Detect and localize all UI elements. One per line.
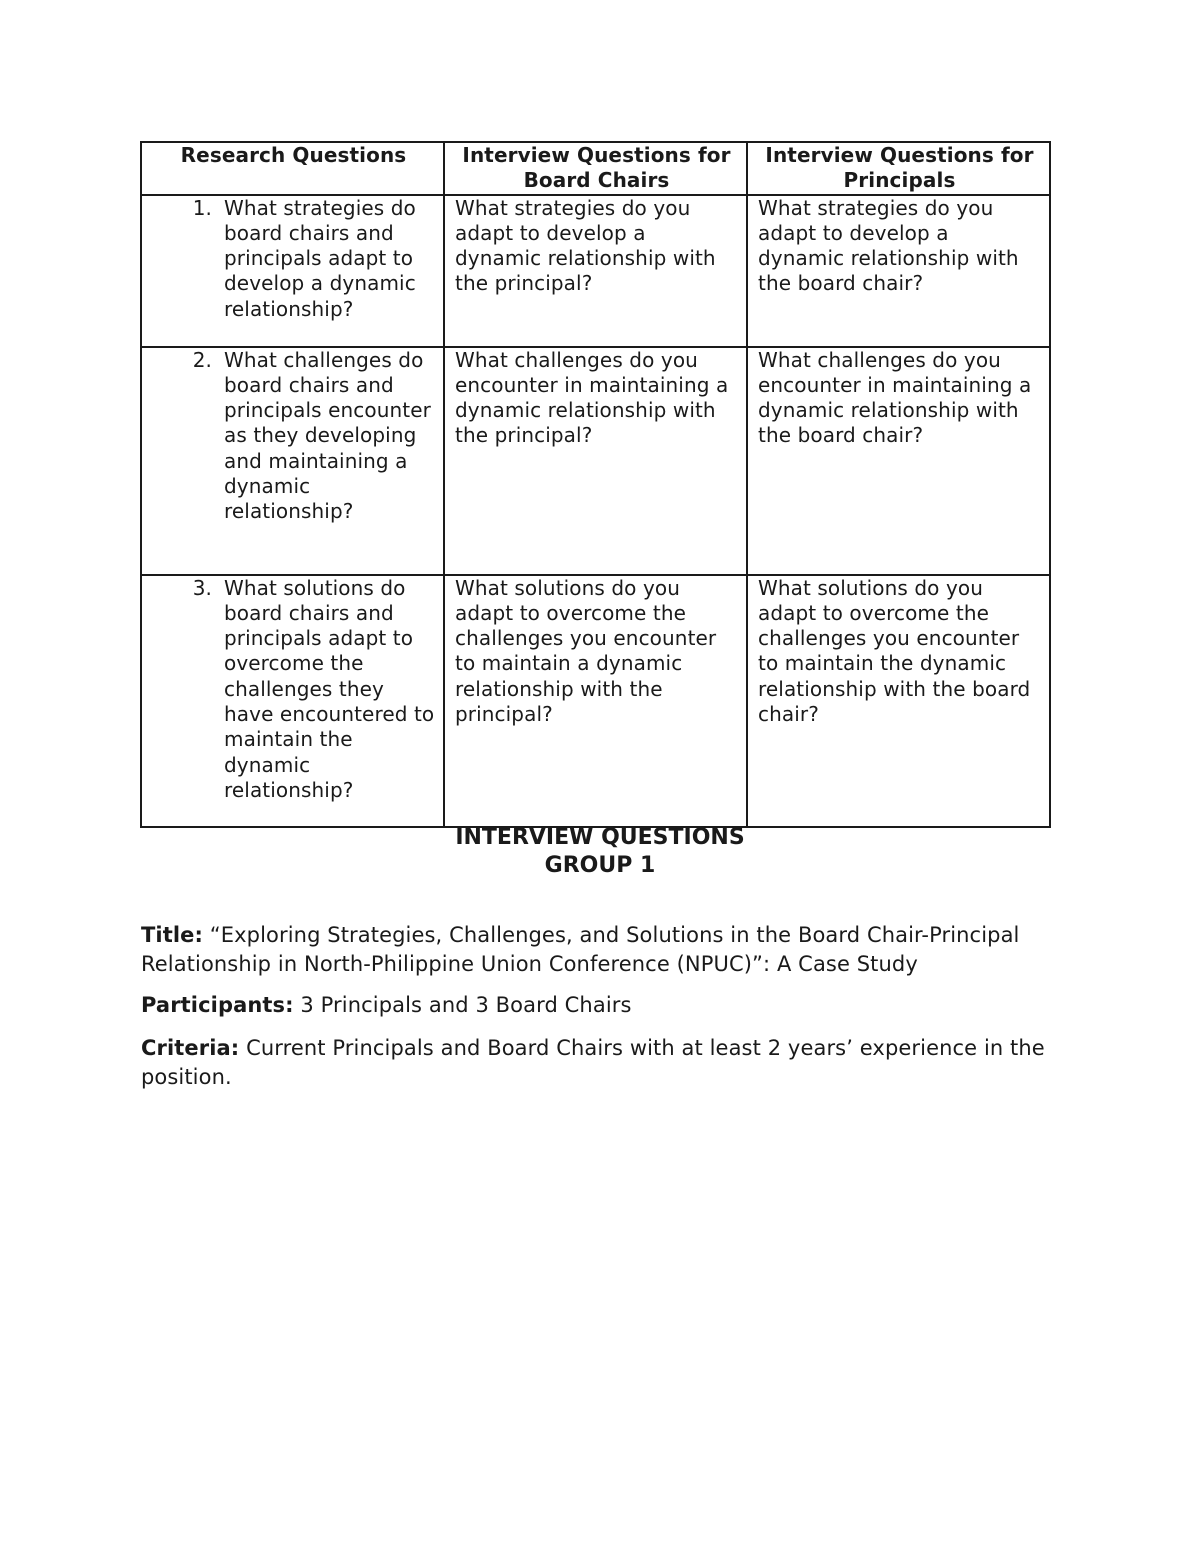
table-header-row bbox=[141, 142, 1050, 195]
question-number: 2. bbox=[192, 347, 212, 372]
board-chair-question-cell: What solutions do you adapt to overcome the challenges you encounter to maintain a dynamic relationship with the principal? bbox=[444, 575, 747, 827]
principal-question-cell: What strategies do you adapt to develop a dynamic relationship with the board chair? bbox=[747, 195, 1050, 347]
board-chair-question-cell: What strategies do you adapt to develop a dynamic relationship with the principal? bbox=[444, 195, 747, 347]
section-heading-line1: INTERVIEW QUESTIONS bbox=[455, 825, 745, 850]
title-label: Title: bbox=[141, 923, 204, 947]
header-principal-questions: Interview Questions for Principals bbox=[747, 142, 1050, 195]
criteria-paragraph bbox=[141, 1034, 1061, 1091]
research-question-text: What challenges do board chairs and principals encounter as they developing and maintaining a dynamic relationship? bbox=[224, 347, 431, 524]
principal-question-cell: What solutions do you adapt to overcome the challenges you encounter to maintain the dynamic relationship with the board chair? bbox=[747, 575, 1050, 827]
header-research-questions: Research Questions bbox=[141, 142, 444, 195]
table-row bbox=[141, 347, 1050, 575]
section-heading-line2: GROUP 1 bbox=[544, 853, 656, 878]
study-title-paragraph bbox=[141, 921, 1061, 978]
principal-question-cell: What challenges do you encounter in maintaining a dynamic relationship with the board chair? bbox=[747, 347, 1050, 575]
research-question-text: What strategies do board chairs and principals adapt to develop a dynamic relationship? bbox=[224, 195, 416, 321]
participants-label: Participants: bbox=[141, 993, 294, 1017]
board-chair-question-cell: What challenges do you encounter in maintaining a dynamic relationship with the principal? bbox=[444, 347, 747, 575]
participants-paragraph bbox=[141, 991, 1061, 1020]
research-question-cell bbox=[141, 575, 444, 827]
criteria-value: Current Principals and Board Chairs with at least 2 years’ experience in the position. bbox=[141, 1036, 1045, 1089]
research-question-text: What solutions do board chairs and principals adapt to overcome the challenges they have encountered to maintain the dynamic relationship? bbox=[224, 575, 435, 802]
question-number: 3. bbox=[192, 575, 212, 600]
section-heading bbox=[0, 824, 1200, 880]
question-number: 1. bbox=[192, 195, 212, 220]
research-question-cell bbox=[141, 195, 444, 347]
table-row bbox=[141, 575, 1050, 827]
header-board-chair-questions: Interview Questions for Board Chairs bbox=[444, 142, 747, 195]
criteria-label: Criteria: bbox=[141, 1036, 240, 1060]
participants-value: 3 Principals and 3 Board Chairs bbox=[300, 993, 632, 1017]
interview-questions-table bbox=[140, 141, 1051, 828]
research-question-cell bbox=[141, 347, 444, 575]
title-value: “Exploring Strategies, Challenges, and Solutions in the Board Chair-Principal Relationship in North-Philippine Union Conference (NPUC)”: A Case Study bbox=[141, 923, 1020, 976]
table-row bbox=[141, 195, 1050, 347]
